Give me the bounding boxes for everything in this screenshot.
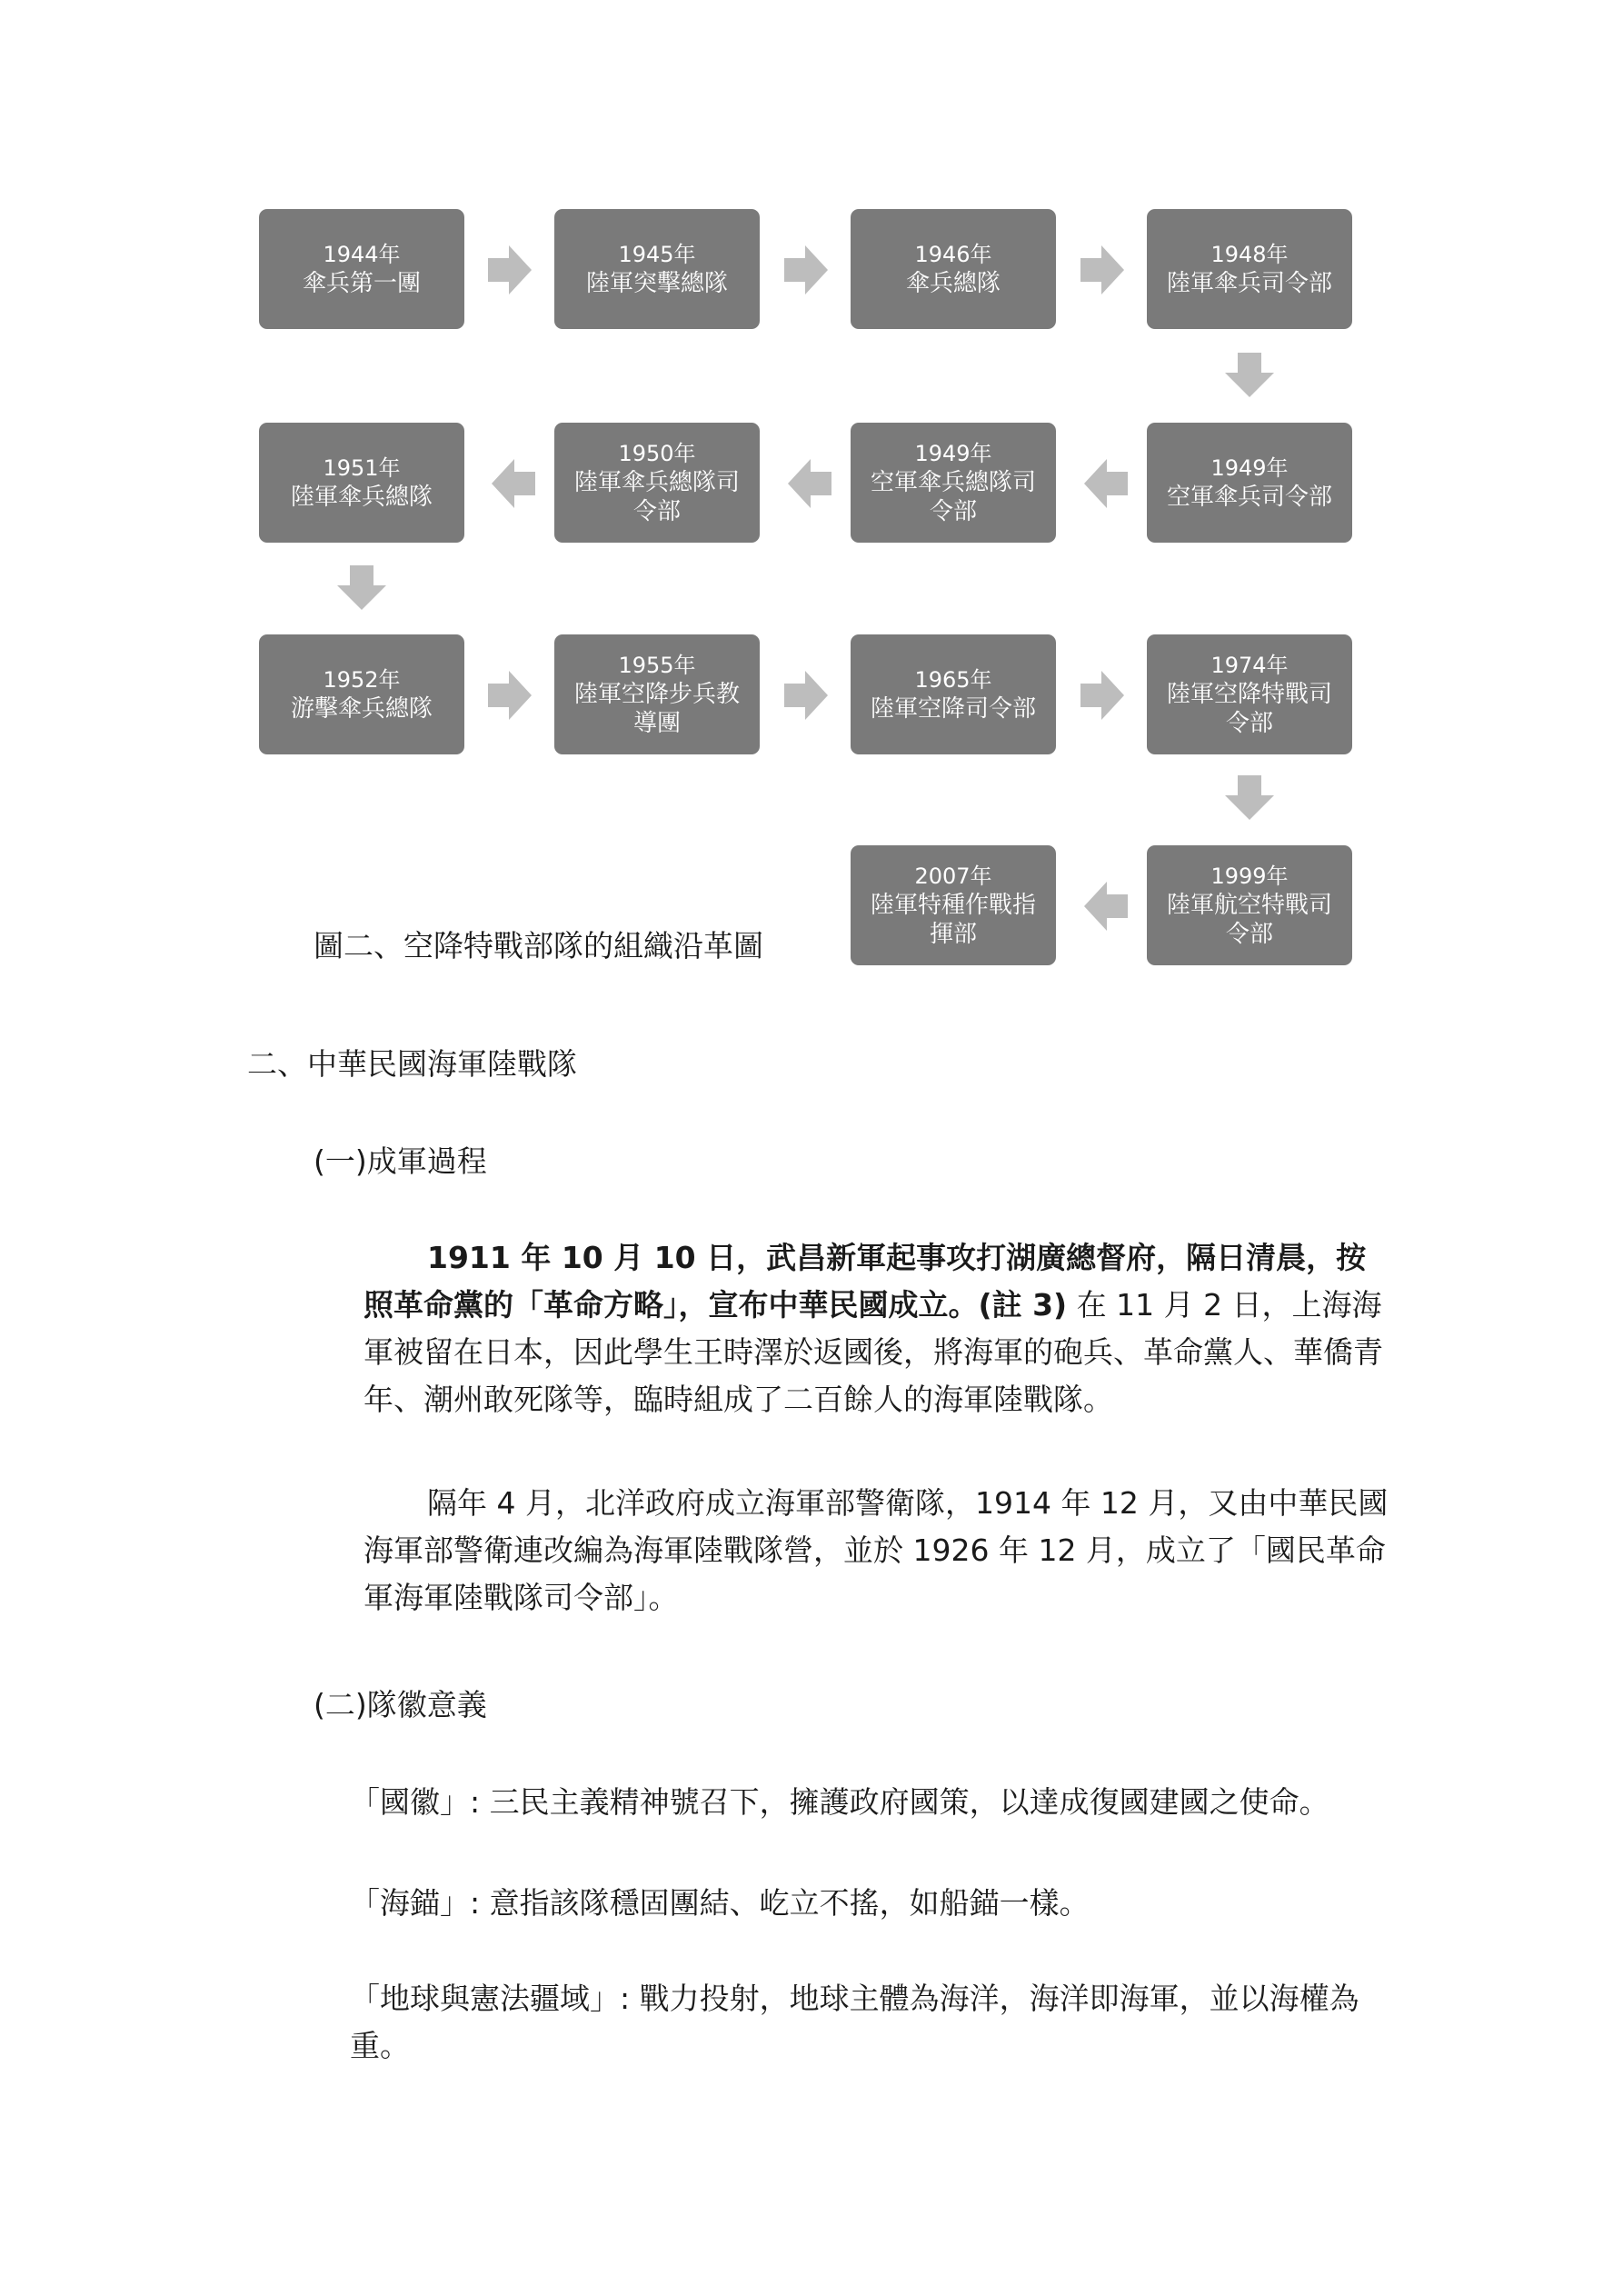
flow-box-year: 1945年 — [618, 242, 696, 267]
flow-box — [259, 209, 464, 329]
flow-box-year: 1949年 — [1210, 455, 1289, 481]
arrow-left-icon — [492, 459, 535, 508]
flow-box-name: 陸軍空降司令部 — [870, 695, 1036, 723]
paragraph-bold-text: 1911 年 10 月 10 日，武昌新軍起事攻打湖廣總督府，隔日清晨，按照革命黨的「革命方略」，宣布中華民國成立。(註 3) — [363, 1240, 1367, 1323]
arrow-down-icon — [1225, 353, 1274, 397]
flow-box-name: 陸軍突擊總隊 — [585, 270, 728, 297]
flow-box-name: 空軍傘兵司令部 — [1166, 484, 1332, 511]
arrow-right-icon — [488, 245, 532, 294]
flow-box-name: 陸軍傘兵司令部 — [1166, 270, 1332, 297]
paragraph-founding — [363, 1234, 1390, 1423]
flow-box — [259, 634, 464, 754]
flow-box — [851, 845, 1056, 965]
flow-box-year: 1974年 — [1210, 653, 1289, 678]
flow-box-year: 1999年 — [1210, 863, 1289, 889]
arrow-right-icon — [1080, 671, 1124, 720]
flow-box-name: 陸軍特種作戰指揮部 — [870, 892, 1036, 948]
arrow-right-icon — [784, 245, 828, 294]
flow-box-year: 1946年 — [914, 242, 992, 267]
flow-box-year: 2007年 — [914, 863, 992, 889]
arrow-left-icon — [1084, 459, 1128, 508]
flow-box-year: 1955年 — [618, 653, 696, 678]
figure-caption: 圖二、空降特戰部隊的組織沿革圖 — [314, 928, 763, 963]
flow-box — [1147, 845, 1352, 965]
flow-box-name: 傘兵第一團 — [302, 270, 421, 297]
flow-box — [259, 423, 464, 543]
section-heading: 二、中華民國海軍陸戰隊 — [247, 1046, 577, 1082]
arrow-down-icon — [337, 565, 386, 610]
subsection-heading: (二)隊徽意義 — [314, 1687, 487, 1722]
flow-box-year: 1951年 — [323, 455, 401, 481]
paragraph-development — [363, 1480, 1390, 1622]
flow-box-year: 1949年 — [914, 441, 992, 466]
flow-box — [851, 209, 1056, 329]
flow-box — [554, 634, 760, 754]
flow-box-year: 1944年 — [323, 242, 401, 267]
flow-box-name: 陸軍傘兵總隊 — [290, 484, 433, 511]
flow-box — [554, 423, 760, 543]
flow-box — [554, 209, 760, 329]
emblem-meaning-item: 「地球與憲法疆域」: 戰力投射，地球主體為海洋，海洋即海軍，並以海權為重。 — [350, 1981, 1359, 2063]
flow-box — [1147, 423, 1352, 543]
flow-box — [851, 634, 1056, 754]
flow-box-name: 游擊傘兵總隊 — [290, 695, 433, 723]
paragraph-text: 隔年 4 月，北洋政府成立海軍部警衛隊，1914 年 12 月，又由中華民國海軍部警衛連改編為海軍陸戰隊營，並於 1926 年 12 月，成立了「國民革命軍海軍陸戰隊司令部」。 — [363, 1485, 1389, 1615]
paragraph-text: 在 11 月 2 日，上海海軍被留在日本，因此學生王時澤於返國後，將海軍的砲兵、革命黨人、華僑青年、潮州敢死隊等，臨時組成了二百餘人的海軍陸戰隊。 — [363, 1287, 1383, 1417]
flow-box-name: 空軍傘兵總隊司令部 — [870, 469, 1036, 525]
flow-box — [851, 423, 1056, 543]
subsection-heading: (一)成軍過程 — [314, 1143, 487, 1179]
arrow-left-icon — [1084, 882, 1128, 931]
flow-box — [1147, 634, 1352, 754]
arrow-right-icon — [784, 671, 828, 720]
arrow-left-icon — [788, 459, 831, 508]
emblem-meaning-item: 「海錨」: 意指該隊穩固團結、屹立不搖，如船錨一樣。 — [350, 1885, 1090, 1921]
arrow-right-icon — [488, 671, 532, 720]
flow-box-name: 陸軍傘兵總隊司令部 — [573, 469, 740, 525]
flow-box-name: 傘兵總隊 — [905, 270, 1001, 297]
flow-box-name: 陸軍空降步兵教導團 — [573, 681, 740, 737]
flow-box-year: 1948年 — [1210, 242, 1289, 267]
flow-box-name: 陸軍空降特戰司令部 — [1166, 681, 1332, 737]
arrow-right-icon — [1080, 245, 1124, 294]
flow-box-year: 1950年 — [618, 441, 696, 466]
arrow-down-icon — [1225, 775, 1274, 820]
flow-box-year: 1952年 — [323, 667, 401, 693]
emblem-meaning-item: 「國徽」: 三民主義精神號召下，擁護政府國策，以達成復國建國之使命。 — [350, 1784, 1329, 1820]
flow-box-name: 陸軍航空特戰司令部 — [1166, 892, 1332, 948]
flow-box-year: 1965年 — [914, 667, 992, 693]
flow-box — [1147, 209, 1352, 329]
